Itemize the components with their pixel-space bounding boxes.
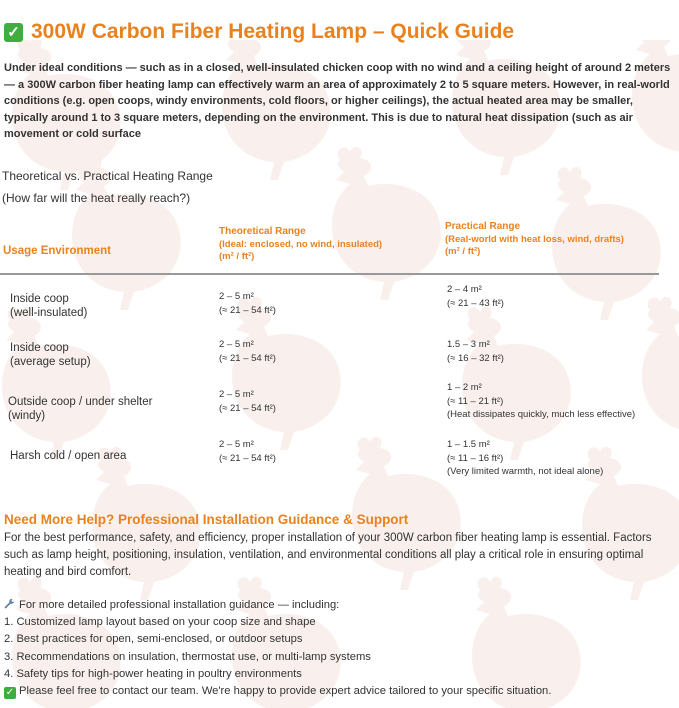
row-3-theoretical-m2: 2 – 5 m²: [219, 389, 254, 400]
row-3-practical-ft2: (≈ 11 – 21 ft²): [447, 395, 504, 407]
page-title-text: 300W Carbon Fiber Heating Lamp – Quick Guide: [31, 20, 515, 43]
row-1-practical-m2: 2 – 4 m²: [447, 284, 482, 295]
row-4-practical-ft2: (≈ 11 – 16 ft²): [447, 452, 504, 464]
header-practical-note: (Real-world with heat loss, wind, drafts): [445, 233, 624, 245]
wrench-icon: [4, 598, 15, 609]
header-theoretical-range: [219, 226, 429, 264]
row-1-environment: [10, 292, 87, 320]
row-4-theoretical-m2: 2 – 5 m²: [219, 439, 254, 450]
row-4-practical-m2: 1 – 1.5 m²: [447, 439, 490, 450]
header-theoretical-unit: (m² / ft²): [219, 251, 255, 263]
header-practical-title: Practical Range: [445, 221, 521, 232]
row-3-practical-m2: 1 – 2 m²: [447, 382, 482, 393]
row-4-env-line-1: Harsh cold / open area: [10, 450, 127, 462]
section-heading: Theoretical vs. Practical Heating Range: [2, 169, 213, 183]
list-item: 3. Recommendations on insulation, thermostat use, or multi-lamp systems: [4, 650, 371, 663]
header-practical-unit: (m² / ft²): [445, 246, 481, 258]
row-1-theoretical-m2: 2 – 5 m²: [219, 291, 254, 302]
row-4-practical-note: (Very limited warmth, not ideal alone): [447, 466, 604, 477]
row-3-env-line-2: (windy): [8, 410, 46, 422]
row-3-practical: [447, 381, 635, 422]
row-4-theoretical: [219, 438, 276, 465]
row-2-theoretical-m2: 2 – 5 m²: [219, 339, 254, 350]
header-practical-range: [445, 221, 675, 259]
row-4-environment: [10, 449, 126, 463]
list-item: 4. Safety tips for high-power heating in poultry environments: [4, 667, 302, 680]
row-3-environment: [8, 395, 152, 423]
closing-line: [4, 683, 551, 700]
row-4-practical: [447, 438, 603, 479]
row-4-theoretical-ft2: (≈ 21 – 54 ft²): [219, 452, 276, 464]
header-theoretical-note: (Ideal: enclosed, no wind, insulated): [219, 238, 383, 250]
header-divider: [0, 273, 659, 275]
row-2-theoretical-ft2: (≈ 21 – 54 ft²): [219, 352, 276, 364]
row-1-theoretical: [219, 290, 276, 317]
section-subheading: (How far will the heat really reach?): [2, 191, 191, 205]
row-2-env-line-2: (average setup): [10, 356, 91, 368]
row-2-practical-ft2: (≈ 16 – 32 ft²): [447, 352, 504, 364]
help-title: Need More Help? Professional Installation Guidance & Support: [4, 512, 409, 527]
help-paragraph: For the best performance, safety, and efficiency, proper installation of your 300W carbon fiber heating lamp is essential. Factors such as lamp height, positioning, insulation, ventilation, and environmental conditions all play a critical role in ensuring optimal heating and bird comfort.: [4, 532, 652, 578]
guidance-intro-text: For more detailed professional installation guidance — including:: [19, 599, 340, 611]
row-2-practical-m2: 1.5 – 3 m²: [447, 339, 490, 350]
row-3-practical-note: (Heat dissipates quickly, much less effective): [447, 409, 636, 420]
guidance-intro: [4, 597, 551, 614]
row-1-env-line-2: (well-insulated): [10, 307, 88, 319]
row-2-practical: [447, 338, 504, 365]
closing-text: Please feel free to contact our team. We're happy to provide expert advice tailored to your specific situation.: [19, 685, 552, 698]
intro-paragraph: Under ideal conditions — such as in a closed, well-insulated chicken coop with no wind and a ceiling height of around 2 meters — a 300W carbon fiber heating lamp can effectively warm an area of approximately 2 to 5 square meters. However, in real-world conditions (e.g. open coops, windy environments, cold floors, or higher ceilings), the actual heated area may be smaller, typically around 1 to 3 square meters, depending on the environment. This is due to natural heat dissipation (such as air movement or cold surface: [4, 62, 671, 141]
check-mark-icon: ✓: [4, 23, 23, 42]
row-2-environment: [10, 341, 91, 369]
row-3-env-line-1: Outside coop / under shelter: [8, 396, 153, 408]
row-2-theoretical: [219, 338, 276, 365]
page-title: [4, 20, 514, 44]
row-1-env-line-1: Inside coop: [10, 293, 69, 305]
list-item: 2. Best practices for open, semi-enclosed, or outdoor setups: [4, 633, 303, 646]
check-mark-icon: ✓: [5, 687, 15, 699]
row-1-practical: [447, 283, 504, 310]
row-3-theoretical: [219, 388, 276, 415]
header-theoretical-title: Theoretical Range: [219, 226, 306, 237]
row-1-theoretical-ft2: (≈ 21 – 54 ft²): [219, 304, 276, 316]
header-usage-environment: Usage Environment: [3, 245, 111, 257]
row-3-theoretical-ft2: (≈ 21 – 54 ft²): [219, 402, 276, 414]
row-1-practical-ft2: (≈ 21 – 43 ft²): [447, 297, 504, 309]
row-2-env-line-1: Inside coop: [10, 342, 69, 354]
list-item: 1. Customized lamp layout based on your coop size and shape: [4, 616, 316, 629]
guidance-list: [4, 597, 551, 700]
